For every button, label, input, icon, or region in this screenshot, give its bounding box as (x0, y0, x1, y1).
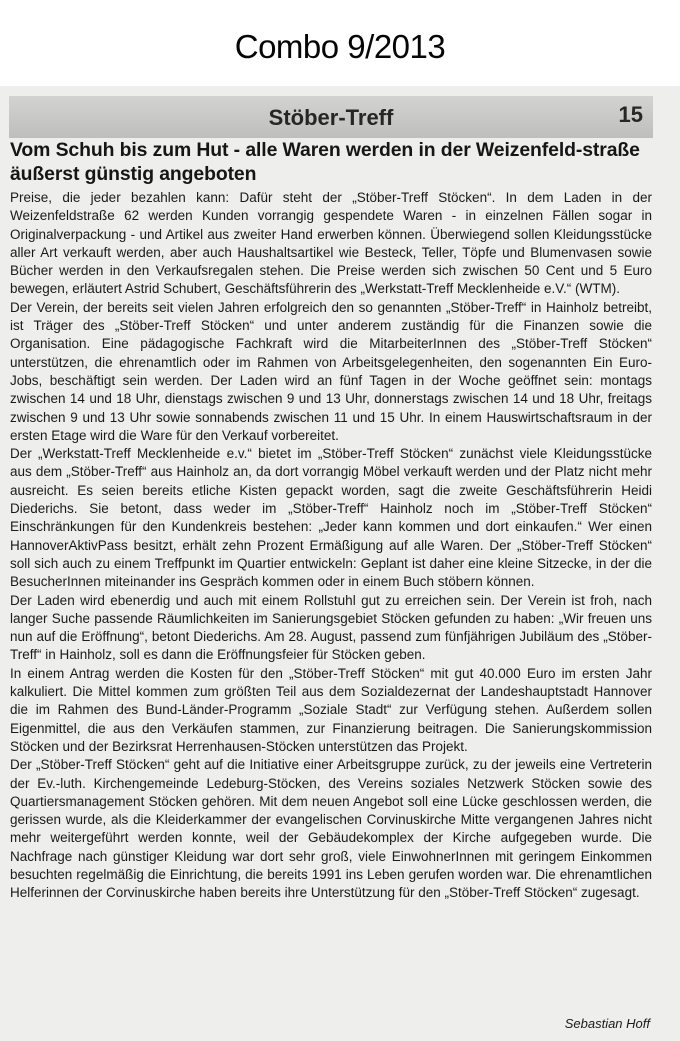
article-paragraph: Der „Stöber-Treff Stöcken“ geht auf die Initiative einer Arbeitsgruppe zurück, zu der jeweils eine Vertreterin der Ev.-luth. Kirchengemeinde Ledeburg-Stöcken, des Vereins soziales Netzwerk Stöcken sowie des Quartiersmanagement Stöcken gehören. Mit dem neuen Angebot soll eine Lücke geschlossen werden, die gerissen wurde, als die Kleiderkammer der evangelischen Corvinuskirche Mitte vergangenen Jahres nicht mehr weitergeführt werden konnte, weil der Gebäudekomplex der Kirche aufgegeben wurde. Die Nachfrage nach günstiger Kleidung war dort sehr groß, viele EinwohnerInnen mit geringem Einkommen besuchten regelmäßig die Einrichtung, die bereits 1991 ins Leben gerufen worden war. Die ehrenamtlichen Helferinnen der Corvinuskirche haben bereits ihre Unterstützung für den „Stöber-Treff Stöcken“ zugesagt. (10, 757, 652, 901)
article-paragraph: Der „Werkstatt-Treff Mecklenheide e.v.“ bietet im „Stöber-Treff Stöcken“ zunächst viele Kleidungsstücke aus dem „Stöber-Treff“ aus Hainholz an, da dort vorrangig Möbel verkauft werden und der Platz nicht mehr ausreicht. Es seien bereits etliche Kisten gepackt worden, sagt die zweite Geschäftsführerin Heidi Diederichs. Sie betont, dass weder im „Stöber-Treff“ Hainholz noch im „Stöber-Treff Stöcken“ Einschränkungen für den Kundenkreis bestehen: „Jeder kann kommen und dort einkaufen.“ Wer einen HannoverAktivPass besitzt, erhält zehn Prozent Ermäßigung auf alle Waren. Der „Stöber-Treff Stöcken“ soll sich auch zu einem Treffpunkt im Quartier entwickeln: Geplant ist daher eine kleine Sitzecke, in der die BesucherInnen miteinander ins Gespräch kommen oder in einem Buch stöbern können. (10, 446, 652, 590)
article-paragraph: Der Verein, der bereits seit vielen Jahren erfolgreich den so genannten „Stöber-Treff“ in Hainholz betreibt, ist Träger des „Stöber-Treff Stöcken“ und unter anderem zuständig für die Finanzen sowie die Organisation. Eine pädagogische Fachkraft wird die MitarbeiterInnen des „Stöber-Treff Stöcken“ unterstützen, die ehrenamtlich oder im Rahmen von Arbeitsgelegenheiten, den sogenannten Ein Euro-Jobs, beschäftigt sein werden. Der Laden wird an fünf Tagen in der Woche geöffnet sein: montags zwischen 14 und 18 Uhr, dienstags zwischen 9 und 13 Uhr, donnerstags zwischen 14 und 18 Uhr, freitags zwischen 9 und 13 Uhr sowie sonnabends zwischen 11 und 15 Uhr. In einem Hauswirtschaftsraum in der ersten Etage wird die Ware für den Verkauf vorbereitet. (10, 299, 652, 443)
article-paragraph: Preise, die jeder bezahlen kann: Dafür steht der „Stöber-Treff Stöcken“. In dem Laden in der Weizenfeldstraße 62 werden Kunden vorrangig gespendete Waren - in einzelnen Fällen sogar in Originalverpackung - und Artikel aus zweiter Hand erwerben können. Überwiegend sollen Kleidungsstücke aller Art verkauft werden, aber auch Haushaltsartikel wie Besteck, Teller, Töpfe und Blumenvasen sowie Bücher werden in den Verkaufsregalen stehen. Die Preise werden sich zwischen 50 Cent und 5 Euro bewegen, erläutert Astrid Schubert, Geschäftsführerin des „Werkstatt-Treff Mecklenheide e.V.“ (WTM). (10, 190, 652, 297)
section-title: Stöber-Treff (268, 105, 394, 130)
section-header (9, 96, 653, 138)
article-author: Sebastian Hoff (564, 1016, 650, 1031)
page-top-title: Combo 9/2013 (234, 28, 446, 65)
article-paragraph: Der Laden wird ebenerdig und auch mit einem Rollstuhl gut zu erreichen sein. Der Verein ist froh, nach langer Suche passende Räumlichkeiten im Sanierungsgebiet Stöcken gefunden zu haben: „Wir freuen uns nun auf die Eröffnung“, betont Diederichs. Am 28. August, passend zum fünfjährigen Jubiläum des „Stöber-Treff“ in Hainholz, soll es dann die Eröffnungsfeier für Stöcken geben. (10, 592, 652, 663)
article-body (10, 189, 652, 903)
page-number: 15 (618, 102, 643, 127)
article-headline: Vom Schuh bis zum Hut - alle Waren werden in der Weizenfeld-straße äußerst günstig angeboten (10, 139, 640, 185)
article-paragraph: In einem Antrag werden die Kosten für den „Stöber-Treff Stöcken“ mit gut 40.000 Euro im ersten Jahr kalkuliert. Die Mittel kommen zum größten Teil aus dem Sozialdezernat der Landeshauptstadt Hannover die im Rahmen des Bund-Länder-Programm „Soziale Stadt“ zur Verfügung stehen. Außerdem sollen Eigenmittel, die aus den Verkäufen stammen, zur Finanzierung beitragen. Die Sanierungskommission Stöcken und der Bezirksrat Herrenhausen-Stöcken unterstützen das Projekt. (10, 665, 652, 754)
newspaper-clipping (0, 86, 680, 1041)
